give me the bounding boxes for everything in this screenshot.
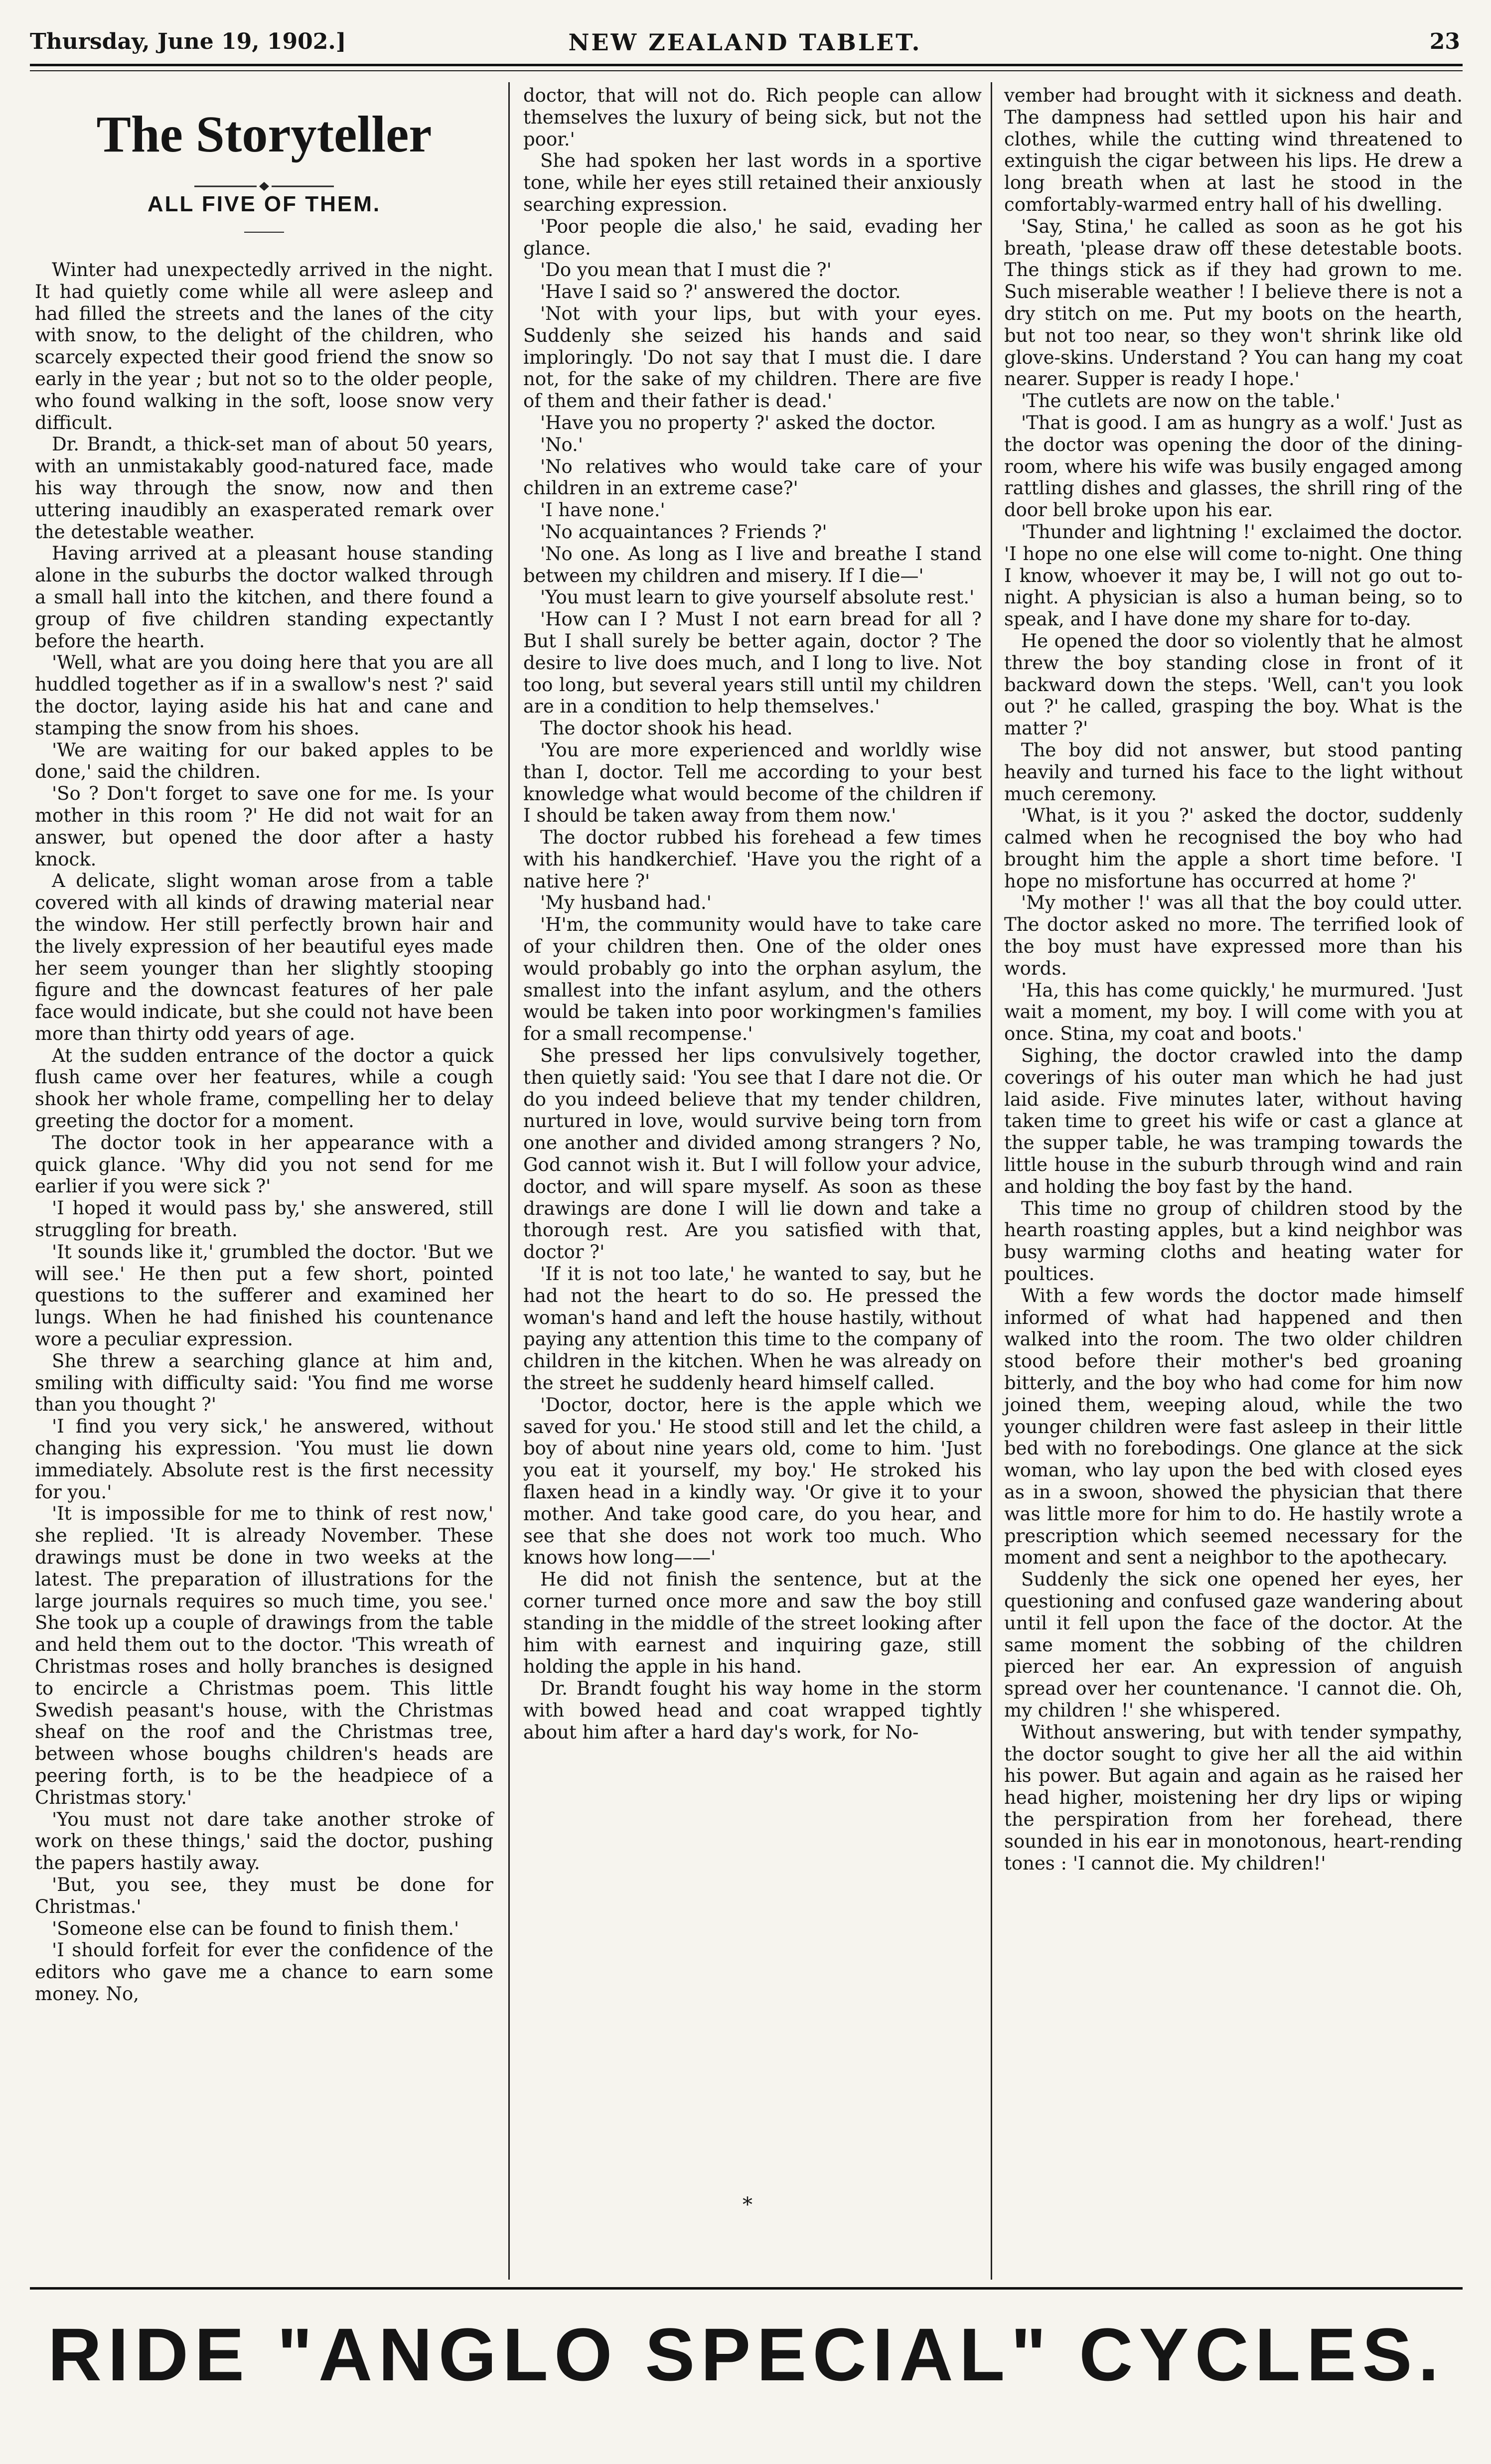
publication-name: NEW ZEALAND TABLET.	[568, 29, 922, 56]
paragraph: This time no group of children stood by the hearth roasting apples, but a kind neighbor was busy warming cloths and heating water for poultices.	[1004, 1197, 1463, 1285]
paragraph: 'Well, what are you doing here that you are all huddled together as if in a swallow's nest ?' said the doctor, laying aside his hat and cane and stamping the snow from his shoes.	[35, 652, 493, 739]
paragraph: The doctor took in her appearance with a quick glance. 'Why did you not send for me earlier if you were sick ?'	[35, 1132, 493, 1197]
paragraph: 'My mother !' was all that the boy could utter. The doctor asked no more. The terrified look of the boy must have expressed more than his words.	[1004, 892, 1463, 979]
paragraph: 'Doctor, doctor, here is the apple which we saved for you.' He stood still and let the child, a boy of about nine years old, come to him. 'Just you eat it yourself, my boy.' He stroked his flaxen head in a kindly way. 'Or give it to your mother. And take good care, do you hear, and see that she does not work too much. Who knows how long——'	[523, 1394, 982, 1569]
paragraph: Dr. Brandt, a thick-set man of about 50 years, with an unmistakably good-natured face, made his way through the snow, now and then uttering inaudibly an exasperated remark over the detestable weather.	[35, 434, 493, 543]
column-1	[35, 259, 493, 2005]
paragraph: She had spoken her last words in a sportive tone, while her eyes still retained their anxiously searching expression.	[523, 150, 982, 215]
paragraph: 'Ha, this has come quickly,' he murmured. 'Just wait a moment, my boy. I will come with you at once. Stina, my coat and boots.'	[1004, 979, 1463, 1045]
paragraph: The doctor shook his head.	[540, 718, 793, 739]
paragraph: 'No one. As long as I live and breathe I stand between my children and misery. If I die—'	[523, 543, 982, 586]
paragraph: With a few words the doctor made himself informed of what had happened and then walked into the room. The two older children stood before their mother's bed groaning bitterly, and the boy who had come for him now joined them, weeping aloud, while the two younger children were fast asleep in their little bed with no forebodings. One glance at the sick woman, who lay upon the bed with closed eyes as in a swoon, showed the physician that there was little more for him to do. He hastily wrote a prescription which seemed necessary for the moment and sent a neighbor to the apothecary.	[1004, 1285, 1463, 1569]
paragraph: 'Have you no property ?' asked the doctor.	[540, 412, 936, 434]
paragraph: 'No acquaintances ? Friends ?'	[540, 521, 827, 543]
header-rule	[30, 64, 1463, 71]
column-rule-2	[991, 82, 992, 2280]
paragraph: 'Have I said so ?' answered the doctor.	[540, 281, 901, 303]
paragraph: Having arrived at a pleasant house standing alone in the suburbs the doctor walked through a small hall into the kitchen, and there found a group of five children standing expectantly before the hearth.	[35, 543, 493, 652]
column-rule-1	[508, 82, 510, 2280]
paragraph: Without answering, but with tender sympathy, the doctor sought to give her all the aid within his power. But again and again as he raised her head higher, moistening her dry lips or wiping the perspiration from her forehead, there sounded in his ear in monotonous, heart-rending tones : 'I cannot die. My children!'	[1004, 1721, 1463, 1874]
paragraph: vember had brought with it sickness and death. The dampness had settled upon his hair and clothes, while the cutting wind threatened to extinguish the cigar between his lips. He drew a long breath when at last he stood in the comfortably-warmed entry hall of his dwelling.	[1004, 85, 1463, 215]
paragraph: 'I should forfeit for ever the confidence of the editors who gave me a chance to earn some money. No,	[35, 1939, 493, 2005]
paragraph: At the sudden entrance of the doctor a quick flush came over her features, while a cough shook her whole frame, compelling her to delay greeting the doctor for a moment.	[35, 1044, 493, 1132]
paragraph: She threw a searching glance at him and, smiling with difficulty said: 'You find me worse than you thought ?'	[35, 1350, 493, 1416]
paragraph: 'You are more experienced and worldly wise than I, doctor. Tell me according to your best knowledge what would become of the children if I should be taken away from them now.'	[523, 739, 982, 827]
paragraph: 'How can I ? Must I not earn bread for all ? But I shall surely be better again, doctor ? The desire to live does much, and I long to live. Not too long, but several years still until my children are in a condition to help themselves.'	[523, 608, 982, 718]
paragraph: doctor, that will not do. Rich people can allow themselves the luxury of being sick, but not the poor.'	[523, 85, 982, 150]
section-title: The Storyteller	[96, 106, 432, 163]
paragraph: 'That is good. I am as hungry as a wolf.' Just as the doctor was opening the door of the dining-room, where his wife was busily engaged among rattling dishes and glasses, the shrill ring of the door bell broke upon his ear.	[1004, 412, 1463, 521]
page-number: 23	[1429, 29, 1460, 54]
paragraph: Suddenly the sick one opened her eyes, her questioning and confused gaze wandering about until it fell upon the face of the doctor. At the same moment the sobbing of the children pierced her ear. An expression of anguish spread over her countenance. 'I cannot die. Oh, my children !' she whispered.	[1004, 1569, 1463, 1721]
footer-advertisement: RIDE "ANGLO SPECIAL" CYCLES.	[47, 2313, 1445, 2396]
paragraph: 'I hoped it would pass by,' she answered, still struggling for breath.	[35, 1197, 493, 1241]
title-ornament	[189, 180, 339, 192]
paragraph: A delicate, slight woman arose from a table covered with all kinds of drawing material near the window. Her still perfectly brown hair and the lively expression of her beautiful eyes made her seem younger than her slightly stooping figure and the downcast features of her pale face would indicate, but she could not have been more than thirty odd years of age.	[35, 870, 493, 1044]
title-rule	[244, 232, 284, 233]
paragraph: Winter had unexpectedly arrived in the night. It had quietly come while all were asleep and had filled the streets and the lanes of the city with snow, to the delight of the children, who scarcely expected their good friend the snow so early in the year ; but not so to the older people, who found walking in the soft, loose snow very difficult.	[35, 259, 493, 434]
paragraph: 'It is impossible for me to think of rest now,' she replied. 'It is already November. These drawings must be done in two weeks at the latest. The preparation of illustrations for the large journals requires so much time, you see.' She took up a couple of drawings from the table and held them out to the doctor. 'This wreath of Christmas roses and holly branches is designed to encircle a Christmas poem. This little Swedish peasant's house, with the Christmas sheaf on the roof and the Christmas tree, between whose boughs children's heads are peering forth, is to be the headpiece of a Christmas story.'	[35, 1503, 493, 1808]
paragraph: Dr. Brandt fought his way home in the storm with bowed head and coat wrapped tightly about him after a hard day's work, for No-	[523, 1678, 982, 1743]
paragraph: She pressed her lips convulsively together, then quietly said: 'You see that I dare not die. Or do you indeed believe that my tender children, nurtured in love, would survive being torn from one another and divided among strangers ? No, God cannot wish it. But I will follow your advice, doctor, and will spare myself. As soon as these drawings are done I will lie down and take a thorough rest. Are you satisfied with that, doctor ?'	[523, 1045, 982, 1263]
section-break: *	[743, 2193, 752, 2216]
paragraph: 'I have none.'	[540, 499, 665, 521]
paragraph: 'You must learn to give yourself absolute rest.'	[540, 586, 975, 608]
paragraph: 'My husband had.'	[540, 892, 712, 914]
paragraph: 'The cutlets are now on the table.'	[1021, 390, 1341, 412]
paragraph: 'I find you very sick,' he answered, without changing his expression. 'You must lie down immediately. Absolute rest is the first necessity for you.'	[35, 1416, 493, 1503]
paragraph: 'It sounds like it,' grumbled the doctor. 'But we will see.' He then put a few short, pointed questions to the sufferer and examined her lungs. When he had finished his countenance wore a peculiar expression.	[35, 1241, 493, 1350]
column-2	[523, 85, 982, 1743]
column-3	[1004, 85, 1463, 1874]
paragraph: 'Not with your lips, but with your eyes. Suddenly she seized his hands and said imploringly. 'Do not say that I must die. I dare not, for the sake of my children. There are five of them and their father is dead.'	[523, 302, 982, 412]
paragraph: 'You must not dare take another stroke of work on these things,' said the doctor, pushing the papers hastily away.	[35, 1808, 493, 1874]
paragraph: 'We are waiting for our baked apples to be done,' said the children.	[35, 739, 493, 783]
paragraph: 'But, you see, they must be done for Christmas.'	[35, 1874, 493, 1917]
paragraph: 'If it is not too late,' he wanted to say, but he had not the heart to do so. He pressed the woman's hand and left the house hastily, without paying any attention this time to the company of children in the kitchen. When he was already on the street he suddenly heard himself called.	[523, 1263, 982, 1394]
paragraph: 'Poor people die also,' he said, evading her glance.	[523, 215, 982, 259]
footer-rule	[30, 2287, 1463, 2290]
paragraph: 'What, is it you ?' asked the doctor, suddenly calmed when he recognised the boy who had brought him the apple a short time before. 'I hope no misfortune has occurred at home ?'	[1004, 805, 1463, 892]
paragraph: Sighing, the doctor crawled into the damp coverings of his outer man which he had just laid aside. Five minutes later, without having taken time to greet his wife or cast a glance at the supper table, he was tramping towards the little house in the suburb through wind and rain and holding the boy fast by the hand.	[1004, 1045, 1463, 1197]
paragraph: The boy did not answer, but stood panting heavily and turned his face to the light without much ceremony.	[1004, 739, 1463, 805]
paragraph: 'So ? Don't forget to save one for me. Is your mother in this room ?' He did not wait for an answer, but opened the door after a hasty knock.	[35, 783, 493, 870]
running-head	[30, 29, 1460, 69]
paragraph: 'Do you mean that I must die ?'	[540, 259, 832, 281]
paragraph: He did not finish the sentence, but at the corner turned once more and saw the boy still standing in the middle of the street looking after him with earnest and inquiring gaze, still holding the apple in his hand.	[523, 1569, 982, 1678]
paragraph: 'No.'	[540, 434, 584, 455]
paragraph: 'No relatives who would take care of your children in an extreme case?'	[523, 455, 982, 499]
paragraph: The doctor rubbed his forehead a few times with his handkerchief. 'Have you the right of a native here ?'	[523, 827, 982, 892]
paragraph: 'Someone else can be found to finish them.'	[52, 1917, 459, 1939]
paragraph: 'Say, Stina,' he called as soon as he got his breath, 'please draw off these detestable boots. The things stick as if they had grown to me. Such miserable weather ! I believe there is not a dry stitch on me. Put my boots on the hearth, but not too near, so they won't shrink like old glove-skins. Understand ? You can hang my coat nearer. Supper is ready I hope.'	[1004, 215, 1463, 390]
issue-date: Thursday, June 19, 1902.]	[30, 29, 346, 54]
story-title: ALL FIVE OF THEM.	[147, 192, 381, 216]
paragraph: 'Thunder and lightning !' exclaimed the doctor. 'I hope no one else will come to-night. One thing I know, whoever it may be, I will not go out to-night. A physician is also a human being, so to speak, and I have done my share for to-day.	[1004, 521, 1463, 630]
paragraph: He opened the door so violently that he almost threw the boy standing close in front of it backward down the steps. 'Well, can't you look out ?' he called, grasping the boy. What is the matter ?'	[1004, 630, 1463, 739]
paragraph: 'H'm, the community would have to take care of your children then. One of the older ones would probably go into the orphan asylum, the smallest into the infant asylum, and the others would be taken into poor workingmen's families for a small recompense.'	[523, 914, 982, 1045]
